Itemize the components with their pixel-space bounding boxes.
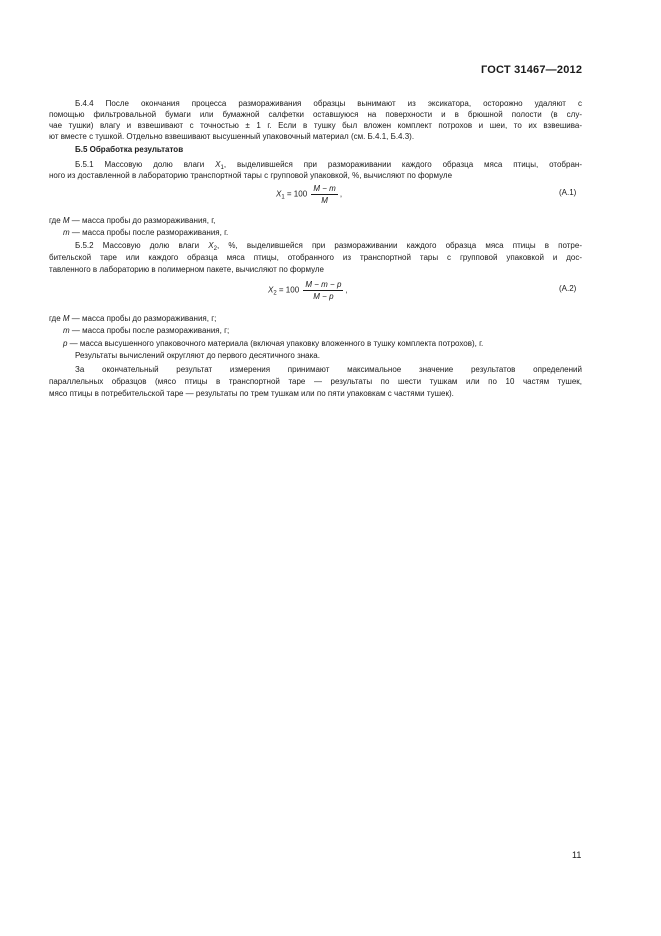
defs1-var-M: M xyxy=(62,216,70,225)
formula-a1-lhs-sub: 1 xyxy=(281,194,285,201)
formula-a1-eq: = 100 xyxy=(284,189,308,199)
defs2-text-3: — масса высушенного упаковочного материала (включая упаковку вложенного в тушку комплекта потрохов), г. xyxy=(67,339,484,348)
page-number: 11 xyxy=(572,850,582,860)
defs1-line-2 xyxy=(63,227,228,238)
defs1-text-2: — масса пробы после размораживания, г. xyxy=(69,228,229,237)
b52-text-b: , %, выделившейся при размораживании каждого образца мяса птицы в потре- xyxy=(216,241,582,250)
b44-line-1: Б.4.4 После окончания процесса размораживания образцы вынимают из эксикатора, осторожно удаляют с xyxy=(75,99,582,108)
b51-sub: 1 xyxy=(220,165,224,171)
defs1-line-1 xyxy=(49,215,215,226)
b52-line-2: бительской таре или каждого образца мяса птицы, отобранного из транспортной тары с групповой упаковкой и дос- xyxy=(49,253,582,262)
b52-line-3: тавленного в лабораторию в полимерном пакете, вычисляют по формуле xyxy=(49,265,325,274)
formula-a1-numerator: M − m xyxy=(313,184,336,193)
b44-line-4: ют вместе с тушкой. Отдельно взвешивают высушенный упаковочный материал (см. Б.4.1, Б.4.3). xyxy=(49,132,415,141)
formula-a1-fraction xyxy=(311,184,337,205)
final-line-3: мясо птицы в потребительской таре — результаты по трем тушкам или по пяти упаковкам с частями тушек). xyxy=(49,389,454,398)
defs2-var-p: p xyxy=(63,339,68,348)
formula-a2-numerator: M − m − p xyxy=(305,280,342,289)
b52-text-a: Б.5.2 Массовую долю влаги xyxy=(75,241,209,250)
section-b5-heading: Б.5 Обработка результатов xyxy=(75,145,184,154)
formula-a1-lhs-var: X xyxy=(276,189,282,199)
formula-a2-tail: , xyxy=(345,285,348,295)
final-line-2: параллельных образцов (мясо птицы в транспортной таре — результаты по шести тушкам или по 10 частям тушек, xyxy=(49,377,582,386)
defs2-text-2: — масса пробы после размораживания, г; xyxy=(69,326,230,335)
formula-a1 xyxy=(276,184,342,205)
rounding-note: Результаты вычислений округляют до первого десятичного знака. xyxy=(75,351,320,360)
b52-sub: 2 xyxy=(213,246,217,252)
defs2-line-2 xyxy=(63,325,229,336)
b52-var: X xyxy=(208,241,214,250)
defs2-var-M: M xyxy=(62,314,70,323)
defs2-where: где xyxy=(49,314,63,323)
defs2-line-1 xyxy=(49,313,216,324)
b51-line-2: ного из доставленной в лабораторию транспортной тары с групповой упаковкой, %, вычисляют по формуле xyxy=(49,171,453,180)
formula-a1-tail: , xyxy=(339,189,343,199)
defs1-text-1: — масса пробы до размораживания, г, xyxy=(69,216,216,225)
formula-a2-lhs-sub: 2 xyxy=(273,290,277,297)
defs2-line-3 xyxy=(63,338,483,349)
formula-a2-fraction xyxy=(303,280,343,301)
formula-a2-denominator: M − p xyxy=(313,292,334,301)
formula-a2-lhs-var: X xyxy=(268,285,274,295)
formula-a1-number: (А.1) xyxy=(559,188,577,197)
final-line-1: За окончательный результат измерения принимают максимальное значение результатов определений xyxy=(75,365,582,374)
defs2-text-1: — масса пробы до размораживания, г; xyxy=(69,314,217,323)
formula-a1-denominator: M xyxy=(321,196,328,205)
formula-a2-number: (А.2) xyxy=(559,284,577,293)
b51-text-b: , выделившейся при размораживании каждого образца мяса птицы, отобран- xyxy=(223,160,582,169)
b51-text-a: Б.5.1 Массовую долю влаги xyxy=(75,160,216,169)
formula-a2 xyxy=(268,280,348,301)
defs1-where: где xyxy=(49,216,63,225)
document-code: ГОСТ 31467—2012 xyxy=(481,64,583,76)
b44-line-3: чае тушки) влагу и взвешивают с точностью ± 1 г. Если в тушку был вложен комплект потрохов и шеи, то их взвешива- xyxy=(49,121,582,130)
formula-a2-eq: = 100 xyxy=(276,285,300,295)
b51-var: X xyxy=(215,160,221,169)
defs2-var-m: m xyxy=(63,326,70,335)
defs1-var-m: m xyxy=(63,228,70,237)
b44-line-2: помощью фильтровальной бумаги или бумажной салфетки оставшуюся на поверхности и в брюшной полости (в слу- xyxy=(49,110,582,119)
